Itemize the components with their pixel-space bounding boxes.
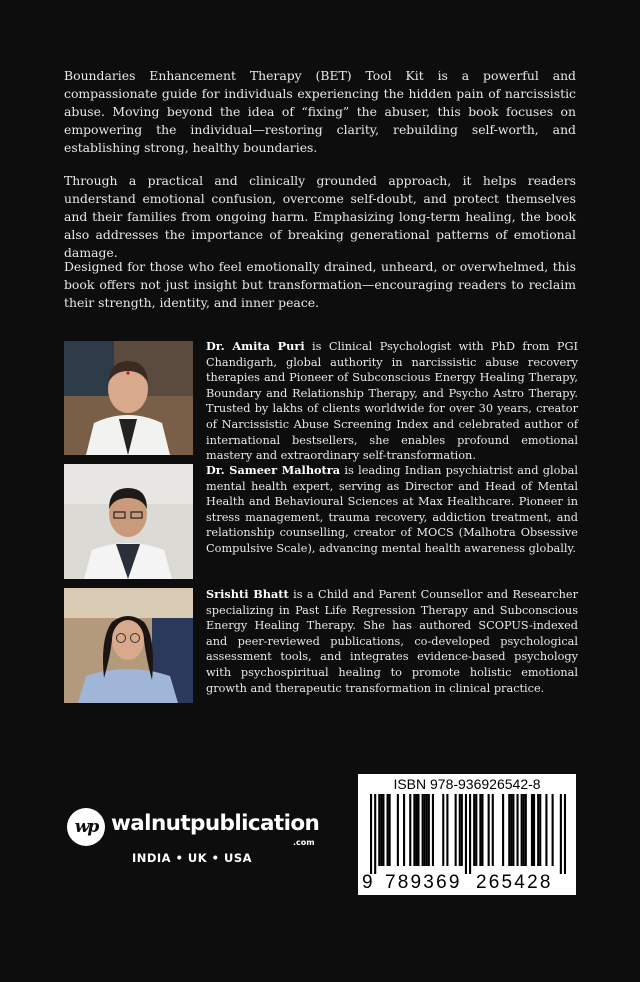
author-bio-amita-puri bbox=[206, 339, 578, 464]
barcode-bar bbox=[533, 794, 535, 866]
barcode-bar bbox=[387, 794, 389, 866]
barcode-guard-bar bbox=[560, 794, 562, 874]
barcode-bar bbox=[415, 794, 417, 866]
barcode-guard-bar bbox=[465, 794, 467, 874]
barcode-bar bbox=[521, 794, 523, 866]
barcode-digit-lead: 9 bbox=[362, 872, 373, 893]
description-paragraph-2: Through a practical and clinically grounded approach, it helps readers understand emotional confusion, overcome self-doubt, and protect themselves and their families from ongoing harm. Emphasizing long-term healing, the book also addresses the importance of breaking generational patterns of emotional damage. bbox=[64, 173, 576, 260]
barcode-bar bbox=[409, 794, 411, 866]
author-name: Srishti Bhatt bbox=[206, 587, 289, 601]
barcode-bar bbox=[512, 794, 514, 866]
barcode-bar bbox=[459, 794, 461, 866]
author-photo-amita-puri bbox=[64, 341, 193, 455]
author-bio-text: is leading Indian psychiatrist and global mental health expert, serving as Director and Head of Mental Health and Behavioural Sciences at Max Healthcare. Pioneer in stress management, trauma recovery, addiction treatment, and relationship counselling, creator of MOCS (Malhotra Obsessive Compulsive Scale), advancing mental health awareness globally. bbox=[206, 464, 579, 555]
barcode-bar bbox=[508, 794, 510, 866]
barcode-bar bbox=[475, 794, 477, 866]
barcode-bar bbox=[442, 794, 444, 866]
barcode-bar bbox=[397, 794, 399, 866]
barcode-bar bbox=[389, 794, 391, 866]
barcode-bar bbox=[413, 794, 415, 866]
publisher-name: walnutpublication bbox=[111, 811, 320, 836]
author-name: Dr. Sameer Malhotra bbox=[206, 463, 341, 477]
barcode-bar bbox=[378, 794, 380, 866]
barcode-bar bbox=[523, 794, 525, 866]
author-bio-sameer-malhotra bbox=[206, 463, 578, 557]
barcode-bar bbox=[428, 794, 430, 866]
publisher-countries: INDIA • UK • USA bbox=[131, 851, 253, 865]
author-bio-srishti-bhatt bbox=[206, 587, 578, 696]
barcode-guard-bar bbox=[374, 794, 376, 874]
barcode-bar bbox=[510, 794, 512, 866]
barcode-bar bbox=[403, 794, 405, 866]
barcode-bar bbox=[422, 794, 424, 866]
barcode-guard-bar bbox=[469, 794, 471, 874]
barcode-bar bbox=[473, 794, 475, 866]
barcode-bar bbox=[481, 794, 483, 866]
publisher-logo-mark: wp bbox=[67, 808, 105, 846]
barcode-bar bbox=[380, 794, 382, 866]
barcode-bar bbox=[537, 794, 539, 866]
author-name: Dr. Amita Puri bbox=[206, 339, 305, 353]
barcode-bar bbox=[525, 794, 527, 866]
publisher-domain: .com bbox=[293, 838, 315, 847]
barcode-digits-right: 265428 bbox=[476, 872, 553, 893]
barcode-guard-bar bbox=[564, 794, 566, 874]
barcode-bar bbox=[417, 794, 419, 866]
barcode-bar bbox=[479, 794, 481, 866]
description-paragraph-3: Designed for those who feel emotionally drained, unheard, or overwhelmed, this book offers not just insight but transformation—encouraging readers to reclaim their strength, identity, and inner peace. bbox=[64, 259, 576, 310]
barcode-bar bbox=[461, 794, 463, 866]
barcode-bar bbox=[531, 794, 533, 866]
barcode-guard-bar bbox=[370, 794, 372, 874]
barcode-bar bbox=[516, 794, 518, 866]
isbn-barcode bbox=[358, 774, 576, 895]
barcode-bars bbox=[370, 794, 566, 874]
barcode-bar bbox=[492, 794, 494, 866]
barcode-bar bbox=[488, 794, 490, 866]
barcode-bar bbox=[539, 794, 541, 866]
barcode-bar bbox=[455, 794, 457, 866]
barcode-bar bbox=[502, 794, 504, 866]
barcode-bar bbox=[432, 794, 434, 866]
author-bio-text: is a Child and Parent Counsellor and Researcher specializing in Past Life Regression Therapy and Subconscious Energy Healing Therapy. She has authored SCOPUS-indexed and peer-reviewed publications, co-developed psychological assessment tools, and integrates evidence-based psychology with psychospiritual healing to promote holistic emotional growth and therapeutic transformation in clinical practice. bbox=[206, 588, 578, 695]
barcode-bar bbox=[382, 794, 384, 866]
author-bio-text: is Clinical Psychologist with PhD from PGI Chandigarh, global authority in narcissistic abuse recovery therapies and Pioneer of Subconscious Energy Healing Therapy, Boundary and Relationship Therapy, and Psycho Astro Therapy. Trusted by lakhs of clients worldwide for over 30 years, creator of Narcissistic Abuse Screening Index and celebrated author of international bestsellers, she enables profound emotional mastery and extraordinary self-transformation. bbox=[206, 340, 578, 463]
publisher-logo bbox=[67, 805, 337, 855]
barcode-bar bbox=[552, 794, 554, 866]
author-photo-sameer-malhotra bbox=[64, 464, 193, 579]
barcode-bar bbox=[446, 794, 448, 866]
description-paragraph-1: Boundaries Enhancement Therapy (BET) Tool Kit is a powerful and compassionate guide for individuals experiencing the hidden pain of narcissistic abuse. Moving beyond the idea of “fixing” the abuser, this book focuses on empowering the individual—restoring clarity, rebuilding self-worth, and establishing strong, healthy boundaries. bbox=[64, 68, 576, 155]
barcode-number bbox=[358, 872, 576, 982]
isbn-label: ISBN 978-936926542-8 bbox=[393, 776, 541, 792]
barcode-bar bbox=[545, 794, 547, 866]
author-photo-srishti-bhatt bbox=[64, 588, 193, 703]
barcode-bar bbox=[426, 794, 428, 866]
barcode-digits-left: 789369 bbox=[385, 872, 462, 893]
barcode-bar bbox=[424, 794, 426, 866]
